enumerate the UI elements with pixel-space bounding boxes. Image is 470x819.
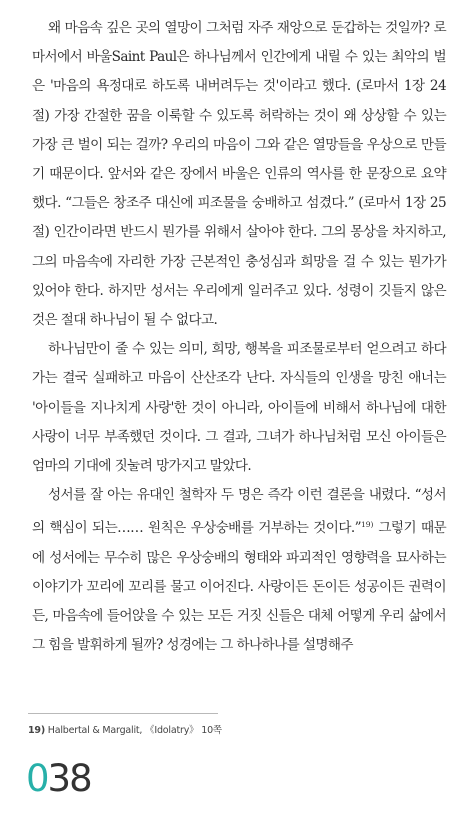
paragraph-3-text-before-note: 성서를 잘 아는 유대인 철학자 두 명은 즉각 이런 결론을 내렸다. “성서의 핵심이 되는…… 원칙은 우상숭배를 거부하는 것이다.”	[32, 487, 446, 537]
page-number-main: 38	[47, 757, 91, 800]
body-text	[32, 14, 446, 660]
paragraph-3-text-after-note: 그렇기 때문에 성서에는 무수히 많은 우상숭배의 형태와 파괴적인 영향력을 묘사하는 이야기가 꼬리에 꼬리를 물고 이어진다. 사랑이든 돈이든 성공이든 권력이든, 마음속에 들어앉을 수 있는 모든 거짓 신들은 대체 어떻게 우리 삶에서 그 힘을 발휘하게 될까? 성경에는 그 하나하나를 설명해주	[32, 520, 447, 654]
paragraph-2: 하나님만이 줄 수 있는 의미, 희망, 행복을 피조물로부터 얻으려고 하다가는 결국 실패하고 마음이 산산조각 난다. 자식들의 인생을 망친 애너는 '아이들을 지나치게 사랑'한 것이 아니라, 아이들에 비해서 하나님에 대한 사랑이 너무 부족했던 것이다. 그 결과, 그녀가 하나님처럼 모신 아이들은 엄마의 기대에 짓눌려 망가지고 말았다.	[32, 341, 446, 475]
page-number	[26, 757, 91, 800]
footnote-number: 19)	[28, 725, 45, 736]
footnote	[28, 722, 448, 736]
page-number-prefix: 0	[26, 757, 48, 800]
footnote-divider	[28, 713, 218, 714]
paragraph-3	[32, 481, 446, 660]
footnote-reference[interactable]: 19)	[360, 520, 374, 530]
footnote-text: Halbertal & Margalit, 《Idolatry》 10쪽	[44, 725, 222, 736]
paragraph-1: 왜 마음속 깊은 곳의 열망이 그처럼 자주 재앙으로 둔갑하는 것일까? 로마서에서 바울Saint Paul은 하나님께서 인간에게 내릴 수 있는 최악의 벌은 '마음의 욕정대로 하도록 내버려두는 것'이라고 했다. (로마서 1장 24절) 가장 간절한 꿈을 이룩할 수 있도록 허락하는 것이 왜 상상할 수 있는 가장 큰 벌이 되는 걸까? 우리의 마음이 그와 같은 열망들을 우상으로 만들기 때문이다. 앞서와 같은 장에서 바울은 인류의 역사를 한 문장으로 요약했다. “그들은 창조주 대신에 피조물을 숭배하고 섬겼다.” (로마서 1장 25절) 인간이라면 반드시 뭔가를 위해서 살아야 한다. 그의 몽상을 차지하고, 그의 마음속에 자리한 가장 근본적인 충성심과 희망을 걸 수 있는 뭔가가 있어야 한다. 하지만 성서는 우리에게 일러주고 있다. 성령이 깃들지 않은 것은 절대 하나님이 될 수 없다고.	[32, 20, 446, 329]
